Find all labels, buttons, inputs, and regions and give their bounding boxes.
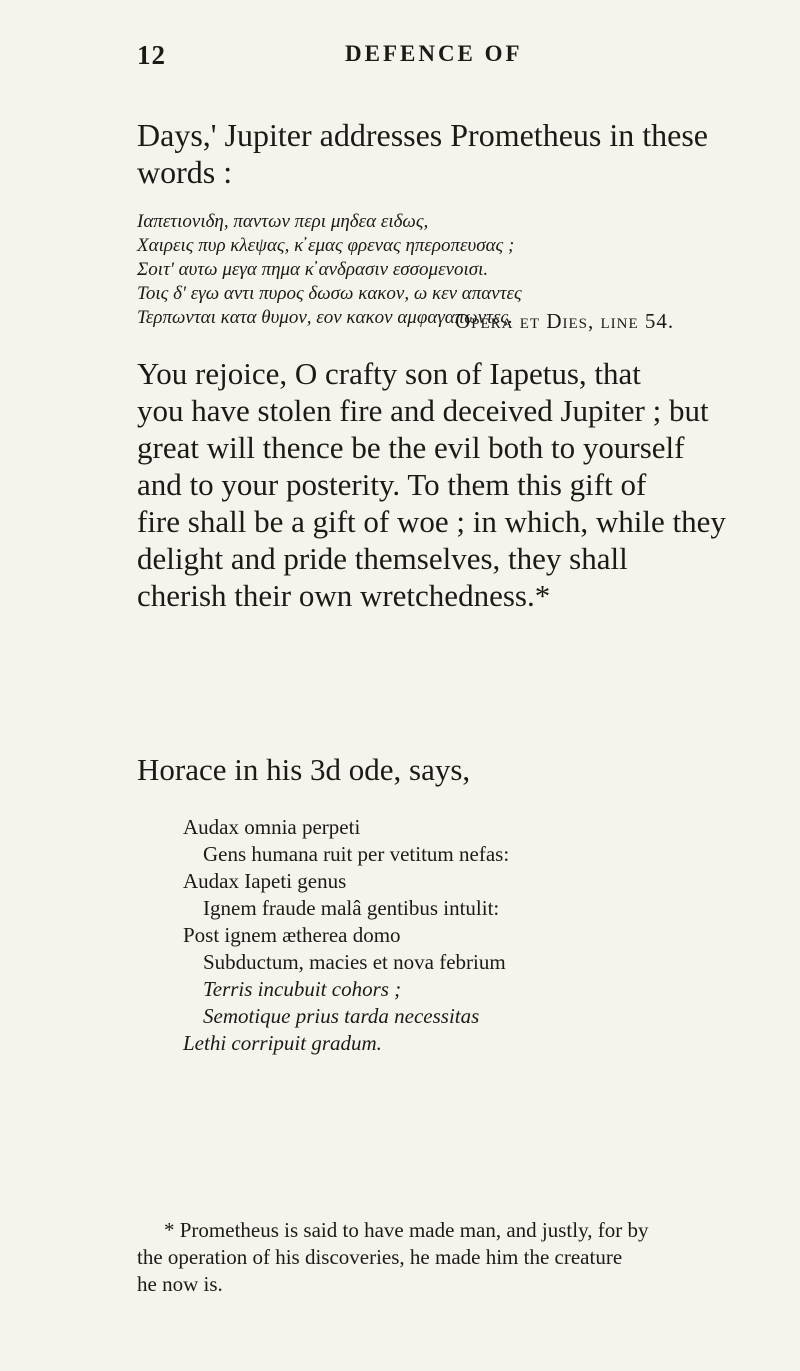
greek-line: Τερπωνται κατα θυμον, εον κακον αμφαγαπωντες. [137, 307, 513, 328]
latin-line: Semotique prius tarda necessitas [203, 1004, 480, 1028]
latin-line: Audax omnia perpeti [183, 815, 361, 839]
greek-line: Σοιτ' αυτω μεγα πημα κ̓ ανδρασιν εσσομενοισι. [137, 259, 489, 280]
latin-line: Post ignem ætherea domo [183, 923, 401, 947]
horace-intro: Horace in his 3d ode, says, [137, 752, 471, 787]
latin-line: Lethi corripuit gradum. [183, 1031, 382, 1055]
latin-line: Terris incubuit cohors ; [203, 977, 402, 1001]
page-header [115, 40, 735, 80]
intro-paragraph [137, 117, 717, 191]
latin-quotation [183, 814, 723, 1057]
page-number: 12 [137, 40, 166, 70]
footnote [137, 1217, 737, 1298]
translation-line: you have stolen fire and deceived Jupiter ; but [137, 393, 709, 428]
latin-line: Audax Iapeti genus [183, 869, 347, 893]
greek-citation: Opera et Dies, line 54. [455, 309, 675, 333]
footnote-line: * Prometheus is said to have made man, and justly, for by [164, 1218, 649, 1242]
latin-line: Gens humana ruit per vetitum nefas: [203, 842, 510, 866]
greek-line: Τοις δ' εγω αντι πυρος δωσω κακον, ω κεν απαντες [137, 283, 522, 304]
translation-line: cherish their own wretchedness.* [137, 578, 551, 613]
running-head: DEFENCE OF [345, 41, 523, 66]
greek-line: Ιαπετιονιδη, παντων περι μηδεα ειδως, [137, 211, 429, 232]
latin-line: Ignem fraude malâ gentibus intulit: [203, 896, 500, 920]
translation-line: You rejoice, O crafty son of Iapetus, that [137, 356, 641, 391]
footnote-line: he now is. [137, 1272, 223, 1296]
intro-line: words : [137, 154, 233, 190]
latin-line: Subductum, macies et nova febrium [203, 950, 506, 974]
greek-line: Χαιρεις πυρ κλεψας, κ̓ εμας φρενας ηπεροπευσας ; [137, 235, 515, 256]
intro-line: Days,' Jupiter addresses Prometheus in these [137, 117, 708, 153]
footnote-line: the operation of his discoveries, he made him the creature [137, 1245, 623, 1269]
translation-line: and to your posterity. To them this gift of [137, 467, 647, 502]
translation-line: great will thence be the evil both to yourself [137, 430, 685, 465]
translation-line: delight and pride themselves, they shall [137, 541, 628, 576]
translation-paragraph [137, 355, 726, 614]
translation-line: fire shall be a gift of woe ; in which, while they [137, 504, 726, 539]
